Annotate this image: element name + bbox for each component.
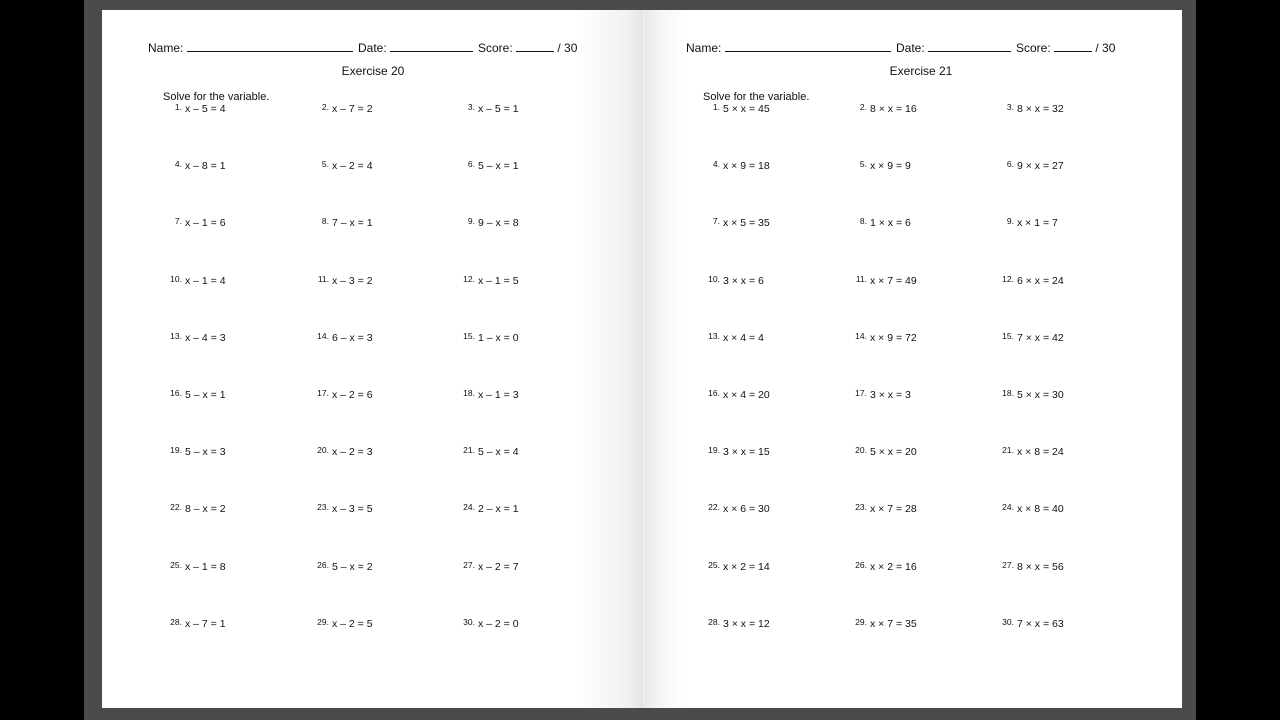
problem-item [847, 502, 917, 515]
problem-item [162, 216, 226, 229]
problem-number: 2. [321, 102, 329, 112]
problem-number: 23. [855, 502, 867, 513]
problem-number: 19. [708, 445, 720, 456]
problem-equation: 5 × x = 30 [1017, 389, 1064, 401]
problem-item [309, 502, 373, 515]
problem-number: 13. [170, 330, 182, 341]
problem-equation: x × 9 = 72 [870, 331, 917, 344]
problem-equation: x – 2 = 3 [332, 446, 373, 459]
problem-number: 18. [1002, 388, 1014, 398]
problem-number: 12. [1002, 273, 1014, 284]
problem-equation: x × 6 = 30 [723, 503, 770, 516]
problem-number: 27. [463, 559, 475, 570]
name-field [148, 40, 353, 55]
problem-item [309, 445, 373, 458]
problem-number: 11. [855, 273, 867, 284]
problem-equation: 5 – x = 2 [332, 560, 373, 573]
problem-equation: x × 8 = 40 [1017, 503, 1064, 516]
problem-item [309, 617, 373, 630]
problem-item [162, 445, 226, 458]
score-field [478, 40, 577, 55]
problem-equation: 6 – x = 3 [332, 331, 373, 344]
problem-equation: x – 7 = 1 [185, 617, 226, 630]
problem-equation: 9 – x = 8 [478, 217, 519, 230]
problem-number: 7. [712, 216, 720, 227]
problem-number: 16. [708, 388, 720, 398]
problem-number: 8. [859, 216, 867, 227]
problem-number: 6. [1006, 159, 1014, 170]
problem-item [162, 331, 226, 344]
problem-number: 27. [1002, 559, 1014, 570]
problem-item [455, 502, 519, 515]
problem-number: 23. [317, 502, 329, 513]
problem-number: 22. [708, 502, 720, 513]
problem-number: 3. [1006, 102, 1014, 112]
problem-number: 28. [708, 616, 720, 627]
name-label: Name: [686, 41, 722, 55]
problem-equation: 8 × x = 56 [1017, 560, 1064, 573]
problem-number: 1. [712, 102, 720, 112]
problem-number: 13. [708, 330, 720, 341]
problem-item [847, 445, 917, 458]
problem-item [994, 388, 1064, 401]
problem-item [847, 560, 917, 573]
problem-item [309, 331, 373, 344]
problem-equation: x – 2 = 7 [478, 560, 519, 573]
problem-item [455, 216, 519, 229]
problem-item [700, 445, 770, 458]
problem-number: 12. [463, 273, 475, 284]
problem-equation: 9 × x = 27 [1017, 160, 1064, 173]
problem-number: 6. [467, 159, 475, 170]
problem-number: 19. [170, 445, 182, 456]
problem-item [162, 502, 226, 515]
problem-equation: x – 7 = 2 [332, 103, 373, 115]
problem-number: 29. [855, 616, 867, 627]
problem-item [847, 159, 911, 172]
problem-equation: 5 – x = 3 [185, 446, 226, 459]
problem-number: 15. [1002, 330, 1014, 341]
score-field [1016, 40, 1115, 55]
problem-equation: x × 7 = 49 [870, 274, 917, 287]
problem-equation: x – 3 = 2 [332, 274, 373, 287]
problem-equation: 5 × x = 45 [723, 103, 770, 115]
problem-item [162, 560, 226, 573]
problem-item [700, 102, 770, 115]
problem-equation: x × 9 = 18 [723, 160, 770, 173]
problem-equation: 3 × x = 6 [723, 274, 764, 287]
problem-item [309, 388, 373, 401]
problem-equation: x – 4 = 3 [185, 331, 226, 344]
score-blank [1054, 40, 1092, 52]
problem-number: 8. [321, 216, 329, 227]
problem-number: 5. [321, 159, 329, 170]
problem-equation: 8 – x = 2 [185, 503, 226, 516]
problem-item [994, 216, 1058, 229]
problem-number: 17. [855, 388, 867, 398]
problem-item [455, 617, 519, 630]
problem-number: 5. [859, 159, 867, 170]
problem-item [700, 274, 764, 287]
problem-equation: x × 8 = 24 [1017, 446, 1064, 459]
problem-number: 3. [467, 102, 475, 112]
problem-item [847, 216, 911, 229]
problem-equation: x × 7 = 28 [870, 503, 917, 516]
problem-equation: x – 2 = 0 [478, 617, 519, 630]
problem-item [994, 560, 1064, 573]
problem-equation: x × 4 = 4 [723, 331, 764, 344]
problem-item [309, 216, 373, 229]
problem-number: 26. [855, 559, 867, 570]
problem-equation: x – 2 = 4 [332, 160, 373, 173]
name-field [686, 40, 891, 55]
problem-equation: 5 – x = 1 [185, 389, 226, 401]
problem-equation: x – 3 = 5 [332, 503, 373, 516]
problem-item [847, 388, 911, 401]
problem-item [994, 159, 1064, 172]
problem-number: 21. [1002, 445, 1014, 456]
problem-number: 26. [317, 559, 329, 570]
problem-item [309, 102, 373, 115]
problem-item [162, 388, 226, 401]
problem-item [162, 617, 226, 630]
problem-number: 25. [170, 559, 182, 570]
problem-number: 2. [859, 102, 867, 112]
problem-item [455, 388, 519, 401]
name-blank [187, 40, 353, 52]
problem-number: 14. [855, 330, 867, 341]
problem-equation: x – 1 = 4 [185, 274, 226, 287]
problem-equation: x – 1 = 3 [478, 389, 519, 401]
problem-number: 11. [317, 273, 329, 284]
problem-number: 20. [855, 445, 867, 456]
problem-number: 21. [463, 445, 475, 456]
problem-equation: 3 × x = 15 [723, 446, 770, 459]
problem-equation: 3 × x = 12 [723, 617, 770, 630]
problem-equation: x × 2 = 14 [723, 560, 770, 573]
problem-equation: x × 5 = 35 [723, 217, 770, 230]
problem-equation: 8 × x = 32 [1017, 103, 1064, 115]
problem-item [847, 274, 917, 287]
score-label: Score: [478, 41, 513, 55]
exercise-title: Exercise 20 [341, 64, 405, 78]
exercise-title: Exercise 21 [889, 64, 953, 78]
problem-number: 20. [317, 445, 329, 456]
problem-item [455, 274, 519, 287]
problem-equation: 3 × x = 3 [870, 389, 911, 401]
problem-item [455, 445, 519, 458]
problem-equation: x × 2 = 16 [870, 560, 917, 573]
score-blank [516, 40, 554, 52]
problem-item [847, 102, 917, 115]
problem-equation: x – 1 = 8 [185, 560, 226, 573]
problem-equation: 8 × x = 16 [870, 103, 917, 115]
worksheet-page-exercise-20 [102, 10, 644, 708]
score-label: Score: [1016, 41, 1051, 55]
date-blank [928, 40, 1011, 52]
problem-number: 30. [1002, 616, 1014, 627]
problem-equation: 5 – x = 1 [478, 160, 519, 173]
problem-number: 17. [317, 388, 329, 398]
problem-item [700, 159, 770, 172]
problem-equation: x – 8 = 1 [185, 160, 226, 173]
problem-equation: 7 – x = 1 [332, 217, 373, 230]
problem-item [162, 274, 226, 287]
problem-equation: 6 × x = 24 [1017, 274, 1064, 287]
problem-item [847, 617, 917, 630]
problem-number: 10. [170, 273, 182, 284]
problem-item [162, 159, 226, 172]
problem-number: 9. [467, 216, 475, 227]
worksheet-page-exercise-21 [644, 10, 1182, 708]
problem-number: 16. [170, 388, 182, 398]
problem-item [700, 502, 770, 515]
problem-equation: x – 2 = 6 [332, 389, 373, 401]
date-label: Date: [358, 41, 387, 55]
problem-equation: x × 4 = 20 [723, 389, 770, 401]
problem-item [455, 102, 519, 115]
problem-number: 29. [317, 616, 329, 627]
problem-number: 25. [708, 559, 720, 570]
problem-number: 30. [463, 616, 475, 627]
problem-item [455, 331, 519, 344]
problem-number: 24. [1002, 502, 1014, 513]
problem-item [700, 216, 770, 229]
problem-number: 15. [463, 330, 475, 341]
problem-item [700, 331, 764, 344]
problem-item [455, 560, 519, 573]
problem-equation: x – 1 = 6 [185, 217, 226, 230]
problem-number: 14. [317, 330, 329, 341]
problem-item [700, 560, 770, 573]
problem-item [994, 331, 1064, 344]
instruction-text: Solve for the variable. [703, 91, 810, 103]
problem-equation: 5 – x = 4 [478, 446, 519, 459]
problem-equation: x – 2 = 5 [332, 617, 373, 630]
problem-number: 24. [463, 502, 475, 513]
problem-equation: 1 × x = 6 [870, 217, 911, 230]
date-blank [390, 40, 473, 52]
problem-item [700, 617, 770, 630]
problem-item [309, 274, 373, 287]
problem-equation: x × 9 = 9 [870, 160, 911, 173]
score-total: / 30 [1095, 41, 1116, 55]
name-blank [725, 40, 891, 52]
problem-number: 18. [463, 388, 475, 398]
problem-item [994, 274, 1064, 287]
problem-number: 9. [1006, 216, 1014, 227]
name-label: Name: [148, 41, 184, 55]
problem-item [309, 159, 373, 172]
problem-number: 1. [174, 102, 182, 112]
problem-item [994, 445, 1064, 458]
problem-equation: x – 5 = 1 [478, 103, 519, 115]
instruction-text: Solve for the variable. [163, 91, 270, 103]
problem-equation: 5 × x = 20 [870, 446, 917, 459]
problem-item [162, 102, 226, 115]
problem-item [309, 560, 373, 573]
problem-equation: 7 × x = 42 [1017, 331, 1064, 344]
problem-item [994, 102, 1064, 115]
date-field [358, 40, 473, 55]
problem-item [994, 617, 1064, 630]
problem-equation: 7 × x = 63 [1017, 617, 1064, 630]
problem-equation: x × 1 = 7 [1017, 217, 1058, 230]
problem-equation: x × 7 = 35 [870, 617, 917, 630]
problem-number: 10. [708, 273, 720, 284]
problem-item [455, 159, 519, 172]
problem-equation: x – 1 = 5 [478, 274, 519, 287]
problem-item [847, 331, 917, 344]
problem-number: 4. [712, 159, 720, 170]
score-total: / 30 [557, 41, 578, 55]
date-field [896, 40, 1011, 55]
problem-number: 7. [174, 216, 182, 227]
date-label: Date: [896, 41, 925, 55]
problem-item [700, 388, 770, 401]
problem-equation: x – 5 = 4 [185, 103, 226, 115]
problem-number: 28. [170, 616, 182, 627]
problem-equation: 1 – x = 0 [478, 331, 519, 344]
problem-equation: 2 – x = 1 [478, 503, 519, 516]
problem-number: 4. [174, 159, 182, 170]
problem-number: 22. [170, 502, 182, 513]
problem-item [994, 502, 1064, 515]
